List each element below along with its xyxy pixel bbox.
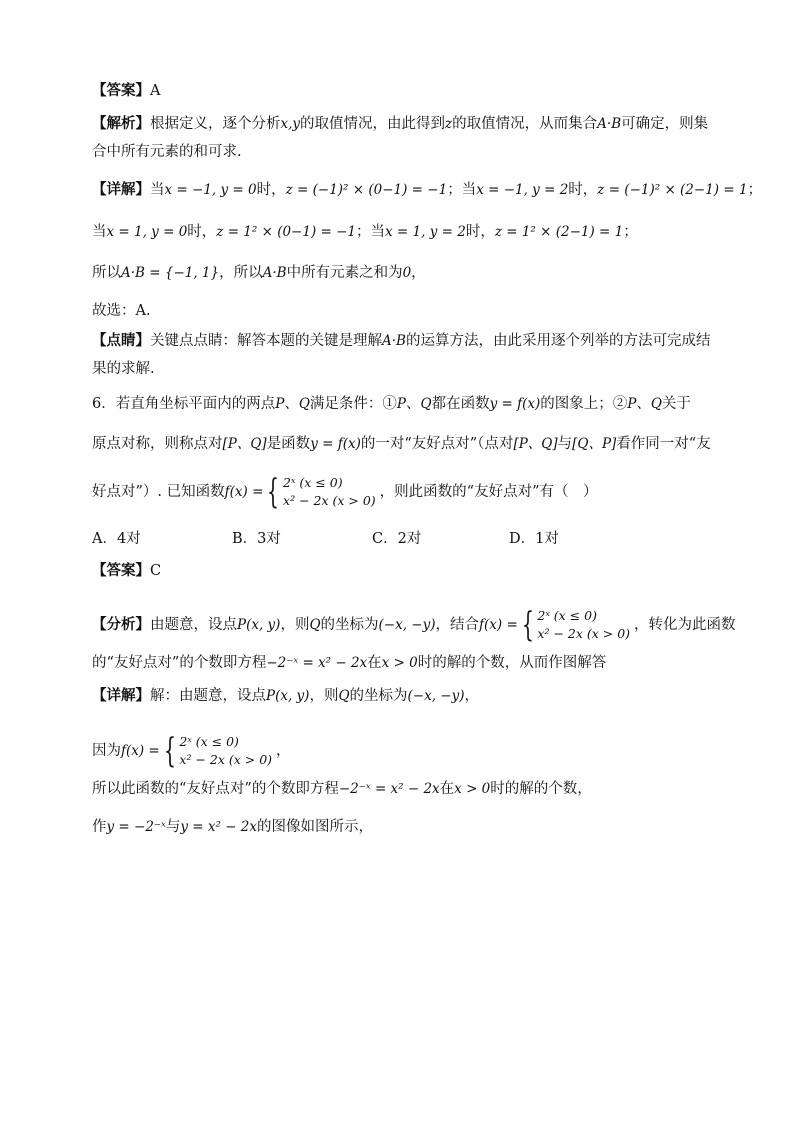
math-set: A·B bbox=[382, 333, 406, 349]
stem-text: 原点对称，则称点对 bbox=[92, 436, 223, 452]
comment-tag: 【点睛】 bbox=[92, 332, 150, 349]
answer-tag: 【答案】 bbox=[92, 562, 150, 579]
math-equation: z = 1² × (2−1) = 1 bbox=[494, 224, 624, 240]
detail-tag: 【详解】 bbox=[92, 687, 150, 704]
math-q: Q bbox=[298, 396, 310, 412]
math-q: Q bbox=[650, 396, 662, 412]
analysis-text: 的“友好点对”的个数即方程 bbox=[92, 655, 267, 671]
detail-text: 时的解的个数， bbox=[490, 781, 592, 797]
detail-text: ， bbox=[276, 743, 291, 759]
math-function: f(x) = bbox=[224, 484, 264, 500]
q6-stem-line-2 bbox=[92, 434, 722, 454]
detail-text: ；当 bbox=[447, 182, 477, 198]
detail-text: 解：由题意，设点 bbox=[150, 688, 266, 704]
math-equation: z = 1² × (0−1) = −1 bbox=[216, 224, 357, 240]
q5-comment-line-1 bbox=[92, 331, 722, 351]
math-q: Q bbox=[309, 617, 321, 633]
math-pair: [P、Q] bbox=[513, 436, 558, 452]
detail-text: 的坐标为 bbox=[349, 688, 408, 704]
detail-text: ，则 bbox=[309, 688, 339, 704]
comment-text: 的运算方法，由此采用逐个列举的方法可完成结 bbox=[405, 333, 711, 349]
q6-stem-line-3 bbox=[92, 474, 722, 510]
analysis-text: 由题意，设点 bbox=[150, 617, 237, 633]
piecewise-case-1: 2ˣ (x ≤ 0) bbox=[179, 734, 239, 749]
math-set: A·B bbox=[262, 265, 287, 281]
math-condition: x = −1, y = 2 bbox=[476, 182, 569, 198]
math-value: 0 bbox=[402, 265, 412, 281]
math-function: y = f(x) bbox=[489, 396, 541, 412]
math-equation: −2⁻ˣ = x² − 2x bbox=[266, 655, 368, 671]
q5-analysis-line-2: 合中所有元素的和可求. bbox=[92, 144, 242, 160]
math-pair: [Q、P] bbox=[572, 436, 617, 452]
q6-analysis-line-2 bbox=[92, 653, 722, 673]
math-p: P bbox=[275, 396, 285, 412]
analysis-text: 根据定义，逐个分析 bbox=[150, 116, 281, 132]
math-condition: x > 0 bbox=[381, 655, 418, 671]
detail-text: 时， bbox=[568, 182, 598, 198]
choice-b[interactable]: B．3对 bbox=[232, 531, 281, 547]
piecewise-function bbox=[267, 474, 375, 510]
analysis-text: 的坐标为 bbox=[320, 617, 379, 633]
detail-text: 与 bbox=[165, 819, 181, 835]
stem-text: 、 bbox=[406, 396, 421, 412]
q5-detail-line-1 bbox=[92, 180, 763, 200]
comment-text: 关键点点睛：解答本题的关键是理解 bbox=[150, 333, 382, 349]
q6-detail-line-3 bbox=[92, 779, 722, 799]
stem-text: 与 bbox=[557, 436, 573, 452]
q5-choose-line: 故选：A. bbox=[92, 303, 151, 319]
analysis-text: 的取值情况，从而集合 bbox=[452, 116, 598, 132]
stem-text: 都在函数 bbox=[431, 396, 490, 412]
math-xy: x,y bbox=[280, 116, 301, 132]
piecewise-function bbox=[522, 607, 630, 643]
analysis-tag: 【解析】 bbox=[92, 115, 150, 132]
answer-value: A bbox=[150, 83, 161, 99]
math-function: y = f(x) bbox=[310, 436, 361, 452]
detail-text: 作 bbox=[92, 819, 107, 835]
math-set: A·B bbox=[597, 116, 622, 132]
detail-text: ， bbox=[464, 688, 480, 704]
detail-text: 时， bbox=[465, 224, 495, 240]
choice-c[interactable]: C．2对 bbox=[372, 531, 422, 547]
q6-analysis-line-1 bbox=[92, 605, 736, 645]
math-p: P bbox=[627, 396, 637, 412]
brace-symbol: { bbox=[163, 731, 176, 771]
detail-text: ， bbox=[411, 265, 426, 281]
detail-text: 所以 bbox=[92, 265, 121, 281]
piecewise-case-2: x² − 2x (x > 0) bbox=[283, 493, 376, 508]
math-point: P(x, y) bbox=[237, 617, 281, 633]
q5-comment-line-2: 果的求解. bbox=[92, 361, 155, 377]
stem-text: 6．若直角坐标平面内的两点 bbox=[92, 396, 276, 412]
stem-text: 、 bbox=[284, 396, 299, 412]
detail-text: ； bbox=[623, 224, 638, 240]
stem-text: 的图象上；② bbox=[540, 396, 628, 412]
piecewise-case-1: 2ˣ (x ≤ 0) bbox=[283, 475, 343, 490]
stem-text: ，则此函数的“友好点对”有（ ） bbox=[379, 484, 598, 500]
detail-text: 所以此函数的“友好点对”的个数即方程 bbox=[92, 781, 339, 797]
math-function: y = x² − 2x bbox=[180, 819, 257, 835]
answer-value: C bbox=[150, 563, 162, 579]
q5-conclusion-line bbox=[92, 263, 722, 283]
q6-detail-line-1 bbox=[92, 686, 722, 706]
math-q: Q bbox=[338, 688, 350, 704]
analysis-text: ，结合 bbox=[435, 617, 480, 633]
math-function: f(x) = bbox=[121, 743, 160, 759]
detail-text: 当 bbox=[92, 224, 107, 240]
brace-symbol: { bbox=[521, 605, 534, 645]
detail-text: 当 bbox=[150, 182, 165, 198]
math-condition: x > 0 bbox=[454, 781, 491, 797]
analysis-text: 的取值情况，由此得到 bbox=[300, 116, 446, 132]
math-function: f(x) = bbox=[479, 617, 518, 633]
math-point: (−x, −y) bbox=[378, 617, 436, 633]
piecewise-case-2: x² − 2x (x > 0) bbox=[179, 752, 273, 767]
math-equation: z = (−1)² × (0−1) = −1 bbox=[285, 182, 448, 198]
detail-text: 的图像如图所示， bbox=[257, 819, 373, 835]
q5-analysis-line-1 bbox=[92, 114, 722, 134]
detail-text: 在 bbox=[439, 781, 455, 797]
math-condition: x = 1, y = 2 bbox=[385, 224, 466, 240]
detail-text: ，所以 bbox=[219, 265, 263, 281]
q6-detail-line-4 bbox=[92, 817, 722, 837]
detail-tag: 【详解】 bbox=[92, 181, 150, 198]
q5-detail-line-2 bbox=[92, 222, 722, 242]
detail-text: 时， bbox=[187, 224, 217, 240]
q6-stem-line-1 bbox=[92, 394, 722, 414]
math-function: y = −2⁻ˣ bbox=[106, 819, 166, 835]
stem-text: 、 bbox=[636, 396, 651, 412]
analysis-text: ，则 bbox=[280, 617, 310, 633]
stem-text: 好点对”）. 已知函数 bbox=[92, 484, 225, 500]
math-condition: x = 1, y = 0 bbox=[106, 224, 188, 240]
math-equation: −2⁻ˣ = x² − 2x bbox=[338, 781, 440, 797]
detail-text: 时， bbox=[256, 182, 286, 198]
stem-text: 的一对“友好点对”（点对 bbox=[360, 436, 514, 452]
analysis-text: 可确定，则集 bbox=[621, 116, 709, 132]
analysis-text: ，转化为此函数 bbox=[634, 617, 736, 633]
math-point: P(x, y) bbox=[266, 688, 310, 704]
choice-a[interactable]: A．4对 bbox=[92, 531, 141, 547]
detail-text: ； bbox=[747, 182, 763, 198]
analysis-tag: 【分析】 bbox=[92, 616, 150, 633]
math-q: Q bbox=[420, 396, 432, 412]
stem-text: 是函数 bbox=[266, 436, 311, 452]
math-point: (−x, −y) bbox=[407, 688, 465, 704]
analysis-text: 在 bbox=[367, 655, 382, 671]
stem-text: 满足条件：① bbox=[309, 396, 397, 412]
detail-text: 中所有元素之和为 bbox=[286, 265, 403, 281]
q5-answer-line bbox=[92, 81, 722, 101]
brace-symbol: { bbox=[267, 472, 280, 512]
math-z: z bbox=[445, 116, 453, 132]
math-equation: A·B = {−1, 1} bbox=[121, 265, 220, 281]
piecewise-case-1: 2ˣ (x ≤ 0) bbox=[537, 608, 597, 623]
stem-text: 关于 bbox=[661, 396, 691, 412]
choice-d[interactable]: D．1对 bbox=[509, 531, 559, 547]
math-pair: [P、Q] bbox=[222, 436, 267, 452]
detail-text: ；当 bbox=[356, 224, 386, 240]
piecewise-case-2: x² − 2x (x > 0) bbox=[537, 626, 631, 641]
detail-text: 因为 bbox=[92, 743, 121, 759]
piecewise-function bbox=[164, 733, 272, 769]
q6-answer-line bbox=[92, 561, 722, 581]
answer-tag: 【答案】 bbox=[92, 82, 150, 99]
stem-text: 看作同一对“友 bbox=[616, 436, 711, 452]
analysis-text: 时的解的个数，从而作图解答 bbox=[417, 655, 607, 671]
math-equation: z = (−1)² × (2−1) = 1 bbox=[597, 182, 748, 198]
math-condition: x = −1, y = 0 bbox=[164, 182, 257, 198]
math-p: P bbox=[396, 396, 406, 412]
q6-detail-line-2 bbox=[92, 733, 722, 769]
